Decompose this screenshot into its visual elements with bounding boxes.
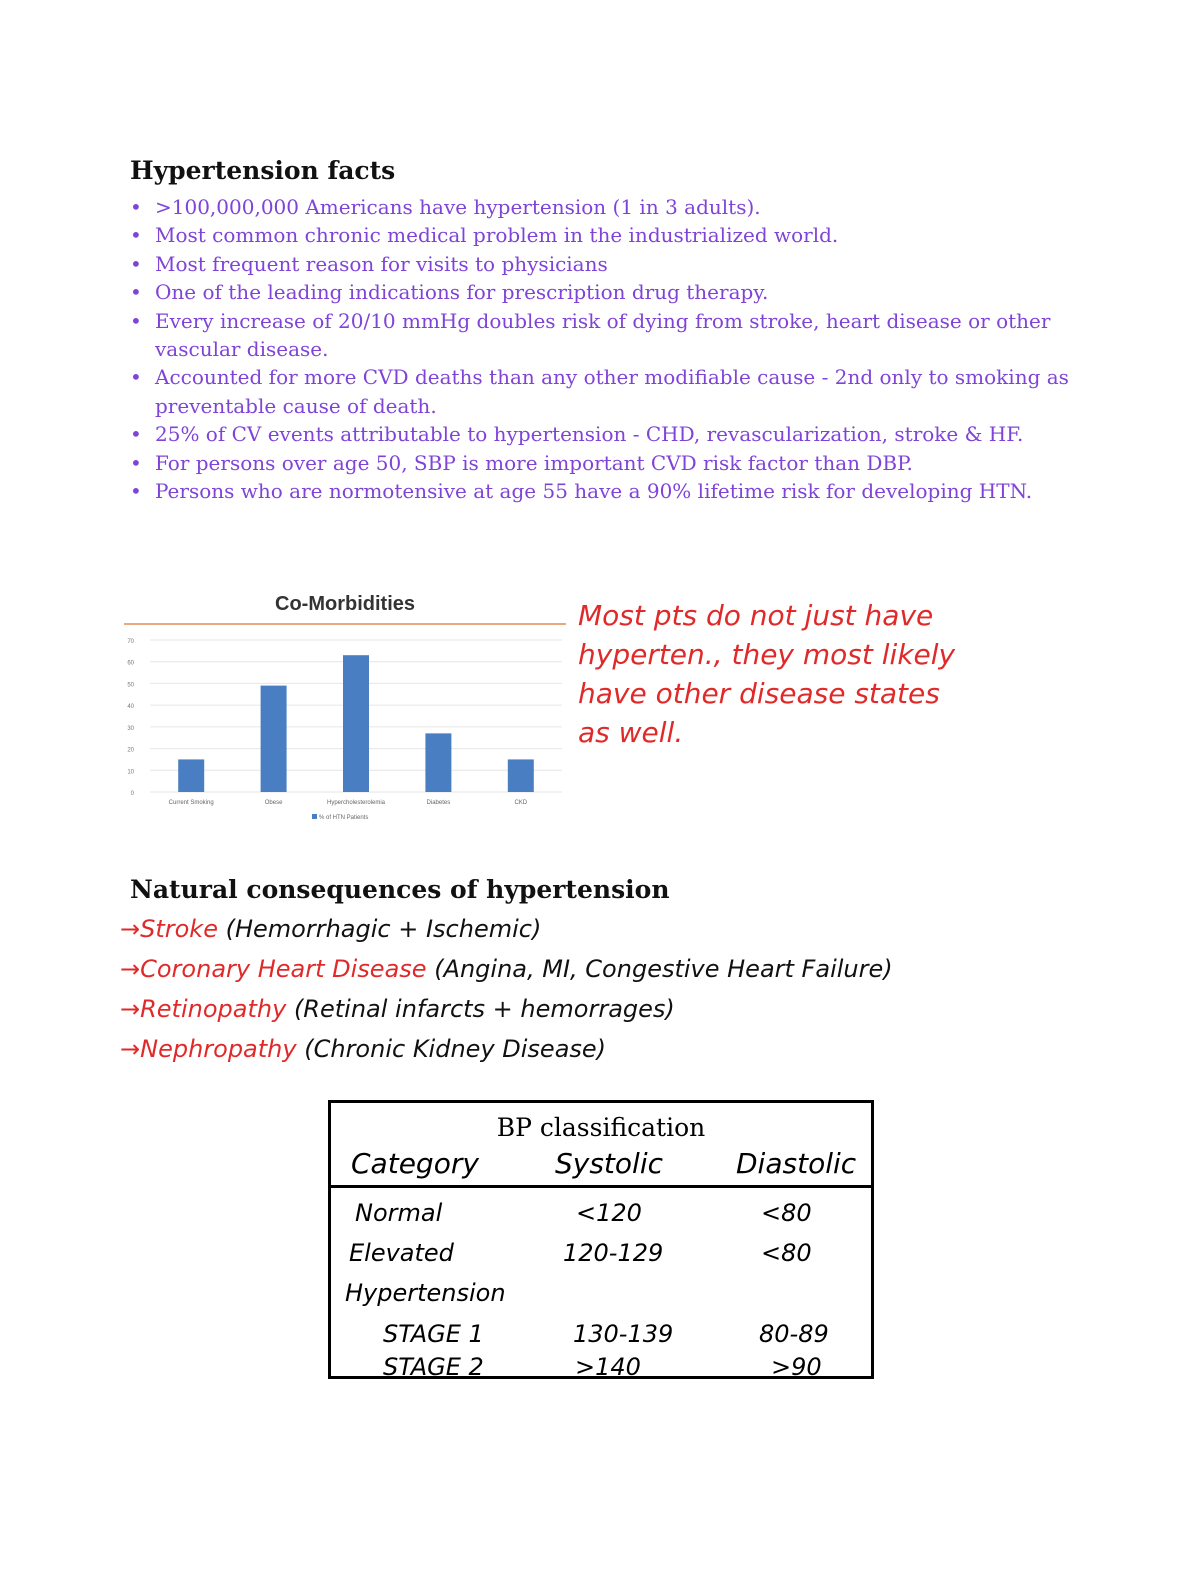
bullet-icon: •: [130, 195, 142, 219]
bullet-icon: •: [130, 479, 142, 504]
consequence-item: [120, 915, 893, 955]
y-tick-label: 0: [130, 791, 134, 797]
facts-heading: Hypertension facts: [130, 156, 396, 185]
y-tick-label: 30: [127, 725, 134, 732]
consequence-item: [120, 955, 893, 995]
bullet-icon: •: [130, 223, 142, 248]
legend-swatch: [312, 814, 317, 819]
header-systolic: Systolic: [555, 1147, 663, 1180]
row-stage2-category: STAGE 2: [383, 1353, 484, 1381]
consequences-heading: Natural consequences of hypertension: [130, 875, 670, 904]
y-tick-label: 20: [127, 747, 134, 754]
fact-text: Accounted for more CVD deaths than any other modifiable cause - 2nd only to smoking as preventable cause of death.: [155, 365, 1069, 418]
consequence-name: Retinopathy: [140, 995, 287, 1023]
consequence-item: [120, 1035, 893, 1075]
row-normal-diastolic: <80: [761, 1199, 812, 1227]
fact-text: For persons over age 50, SBP is more important CVD risk factor than DBP.: [155, 450, 913, 475]
bar: [343, 655, 369, 792]
fact-item: [130, 420, 1090, 448]
fact-text: Every increase of 20/10 mmHg doubles risk of dying from stroke, heart disease or other vascular disease.: [155, 308, 1051, 362]
row-elevated-category: Elevated: [349, 1239, 454, 1267]
consequence-detail: (Hemorrhagic + Ischemic): [225, 915, 542, 943]
consequences-list: [120, 915, 893, 1075]
x-tick-label: Obese: [264, 800, 283, 806]
row-stage2-systolic: >140: [575, 1353, 641, 1381]
row-stage2-diastolic: >90: [771, 1353, 822, 1381]
handwritten-annotation: Most pts do not just have hyperten., they most likely have other disease states as well.: [578, 599, 956, 749]
row-stage1-category: STAGE 1: [383, 1320, 484, 1348]
fact-text: 25% of CV events attributable to hypertension - CHD, revascularization, stroke & HF.: [155, 422, 1024, 447]
row-stage1-diastolic: 80-89: [759, 1320, 829, 1348]
fact-text: Most frequent reason for visits to physicians: [155, 251, 608, 276]
arrow-right-icon: →: [120, 995, 141, 1023]
bullet-icon: •: [130, 422, 142, 447]
consequence-name: Stroke: [140, 915, 218, 943]
consequence-detail: (Retinal infarcts + hemorrages): [293, 995, 675, 1023]
header-category: Category: [351, 1147, 479, 1180]
row-normal-category: Normal: [355, 1199, 443, 1227]
fact-item: [130, 307, 1090, 364]
row-stage1-systolic: 130-139: [573, 1320, 674, 1348]
y-tick-label: 60: [127, 660, 134, 667]
fact-item: [130, 250, 1090, 278]
row-hypertension-category: Hypertension: [345, 1279, 506, 1307]
bullet-icon: •: [130, 365, 142, 390]
y-tick-label: 40: [127, 704, 134, 711]
y-tick-label: 10: [127, 769, 134, 776]
bar: [508, 759, 534, 792]
bullet-icon: •: [130, 450, 142, 475]
arrow-right-icon: →: [120, 1035, 141, 1063]
legend-label: % of HTN Patients: [319, 815, 369, 821]
bp-classification-table: [328, 1100, 874, 1379]
fact-text: >100,000,000 Americans have hypertension (1 in 3 adults).: [155, 195, 761, 219]
row-normal-systolic: <120: [576, 1199, 642, 1227]
bar: [261, 686, 287, 792]
x-tick-label: Diabetes: [426, 800, 451, 806]
table-divider: [331, 1185, 871, 1188]
comorbidities-chart: [122, 584, 568, 828]
x-tick-label: Current Smoking: [168, 800, 214, 806]
row-elevated-systolic: 120-129: [563, 1239, 664, 1267]
y-tick-label: 70: [127, 639, 134, 645]
fact-item: [130, 221, 1090, 249]
facts-list: [130, 193, 1090, 505]
bullet-icon: •: [130, 251, 142, 276]
fact-text: One of the leading indications for prescription drug therapy.: [155, 280, 769, 305]
header-diastolic: Diastolic: [736, 1147, 857, 1180]
fact-item: [130, 477, 1090, 505]
fact-item: [130, 363, 1090, 420]
fact-item: [130, 193, 1090, 221]
x-tick-label: Hypercholesterolemia: [326, 800, 386, 806]
consequence-detail: (Chronic Kidney Disease): [304, 1035, 607, 1063]
consequence-item: [120, 995, 893, 1035]
fact-text: Most common chronic medical problem in the industrialized world.: [155, 223, 839, 248]
x-tick-label: CKD: [514, 800, 528, 806]
consequence-detail: (Angina, MI, Congestive Heart Failure): [434, 955, 893, 983]
y-tick-label: 50: [127, 682, 134, 689]
arrow-right-icon: →: [120, 955, 141, 983]
bar: [425, 733, 451, 792]
bullet-icon: •: [130, 308, 142, 333]
bp-table-title: BP classification: [496, 1113, 706, 1142]
fact-item: [130, 278, 1090, 306]
bullet-icon: •: [130, 280, 142, 305]
consequence-name: Coronary Heart Disease: [140, 955, 427, 983]
fact-item: [130, 449, 1090, 477]
row-elevated-diastolic: <80: [761, 1239, 812, 1267]
bar: [178, 759, 204, 792]
arrow-right-icon: →: [120, 915, 141, 943]
consequence-name: Nephropathy: [140, 1035, 297, 1063]
chart-title: Co-Morbidities: [275, 593, 415, 615]
fact-text: Persons who are normotensive at age 55 have a 90% lifetime risk for developing HTN.: [155, 479, 1033, 504]
